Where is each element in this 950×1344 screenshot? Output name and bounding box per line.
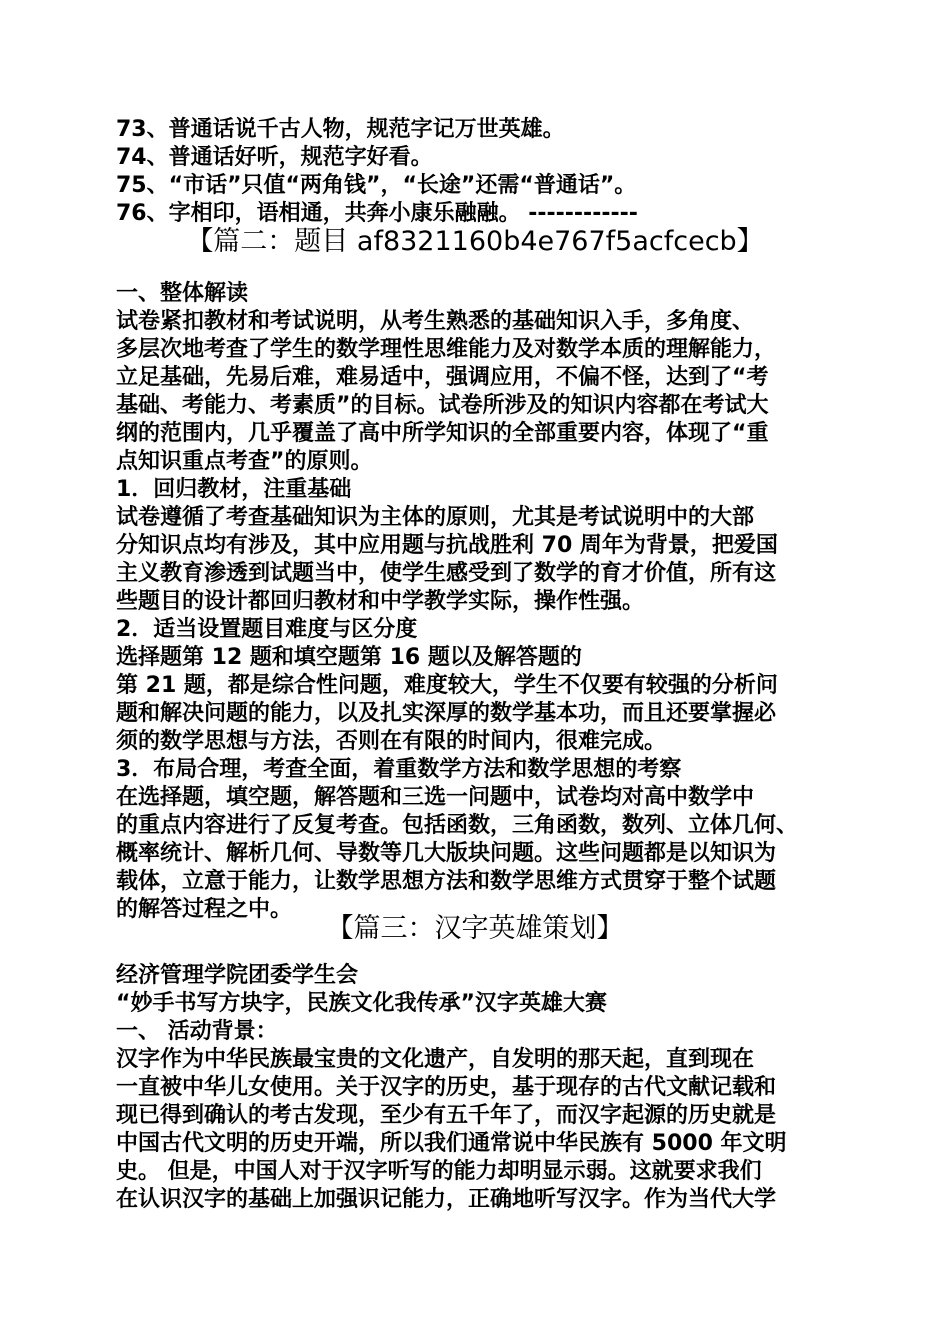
- text-line: 些题目的设计都回归教材和中学教学实际，操作性强。: [116, 589, 645, 614]
- text-line: 一、 活动背景：: [116, 1019, 278, 1044]
- text-line: 在认识汉字的基础上加强识记能力，正确地听写汉字。作为当代大学: [116, 1187, 777, 1212]
- text-line: 的解答过程之中。: [116, 897, 293, 922]
- text-line: 2．适当设置题目难度与区分度: [116, 617, 418, 642]
- text-line: 主义教育渗透到试题当中，使学生感受到了数学的育才价值，所有这: [116, 561, 777, 586]
- text-line: 试卷遵循了考查基础知识为主体的原则，尤其是考试说明中的大部: [116, 505, 755, 530]
- text-line: 75、“市话”只值“两角钱”，“长途”还需“普通话”。: [116, 173, 637, 198]
- text-line: 第 21 题，都是综合性问题，难度较大，学生不仅要有较强的分析问: [116, 673, 778, 698]
- text-line: 题和解决问题的能力，以及扎实深厚的数学基本功，而且还要掌握必: [116, 701, 777, 726]
- text-line: 现已得到确认的考古发现，至少有五千年了，而汉字起源的历史就是: [116, 1103, 777, 1128]
- text-line: 须的数学思想与方法，否则在有限的时间内，很难完成。: [116, 729, 667, 754]
- text-line: 3．布局合理，考查全面，着重数学方法和数学思想的考察: [116, 757, 682, 782]
- text-line: 74、普通话好听，规范字好看。: [116, 145, 433, 170]
- text-line: 立足基础，先易后难，难易适中，强调应用，不偏不怪，达到了“考: [116, 365, 769, 390]
- text-line: 一直被中华儿女使用。关于汉字的历史，基于现存的古代文献记载和: [116, 1075, 777, 1100]
- text-line: 载体，立意于能力，让数学思想方法和数学思维方式贯穿于整个试题: [116, 869, 777, 894]
- text-line: 一、整体解读: [116, 281, 249, 306]
- text-line: 分知识点均有涉及，其中应用题与抗战胜利 70 周年为背景，把爱国: [116, 533, 778, 558]
- text-line: 纲的范围内，几乎覆盖了高中所学知识的全部重要内容，体现了“重: [116, 421, 769, 446]
- text-line: 1．回归教材，注重基础: [116, 477, 352, 502]
- text-line: 经济管理学院团委学生会: [116, 963, 359, 988]
- section-heading-3: 【篇三：汉字英雄策划】: [326, 913, 624, 944]
- text-line: 76、字相印，语相通，共奔小康乐融融。 ------------: [116, 201, 638, 226]
- text-line: 史。 但是，中国人对于汉字听写的能力却明显示弱。这就要求我们: [116, 1159, 762, 1184]
- text-line: 基础、考能力、考素质”的目标。试卷所涉及的知识内容都在考试大: [116, 393, 769, 418]
- text-line: “妙手书写方块字，民族文化我传承”汉字英雄大赛: [116, 991, 607, 1016]
- section-heading-2: 【篇二：题目 af8321160b4e767f5acfcecb】: [186, 226, 764, 257]
- text-line: 中国古代文明的历史开端，所以我们通常说中华民族有 5000 年文明: [116, 1131, 787, 1156]
- text-line: 汉字作为中华民族最宝贵的文化遗产，自发明的那天起，直到现在: [116, 1047, 755, 1072]
- text-line: 点知识重点考查”的原则。: [116, 449, 373, 474]
- text-line: 在选择题，填空题，解答题和三选一问题中，试卷均对高中数学中: [116, 785, 755, 810]
- text-line: 多层次地考查了学生的数学理性思维能力及对数学本质的理解能力，: [116, 337, 777, 362]
- text-line: 试卷紧扣教材和考试说明，从考生熟悉的基础知识入手，多角度、: [116, 309, 755, 334]
- text-line: 的重点内容进行了反复考查。包括函数，三角函数，数列、立体几何、: [116, 813, 799, 838]
- text-line: 73、普通话说千古人物，规范字记万世英雄。: [116, 117, 565, 142]
- text-line: 概率统计、解析几何、导数等几大版块问题。这些问题都是以知识为: [116, 841, 777, 866]
- text-line: 选择题第 12 题和填空题第 16 题以及解答题的: [116, 645, 582, 670]
